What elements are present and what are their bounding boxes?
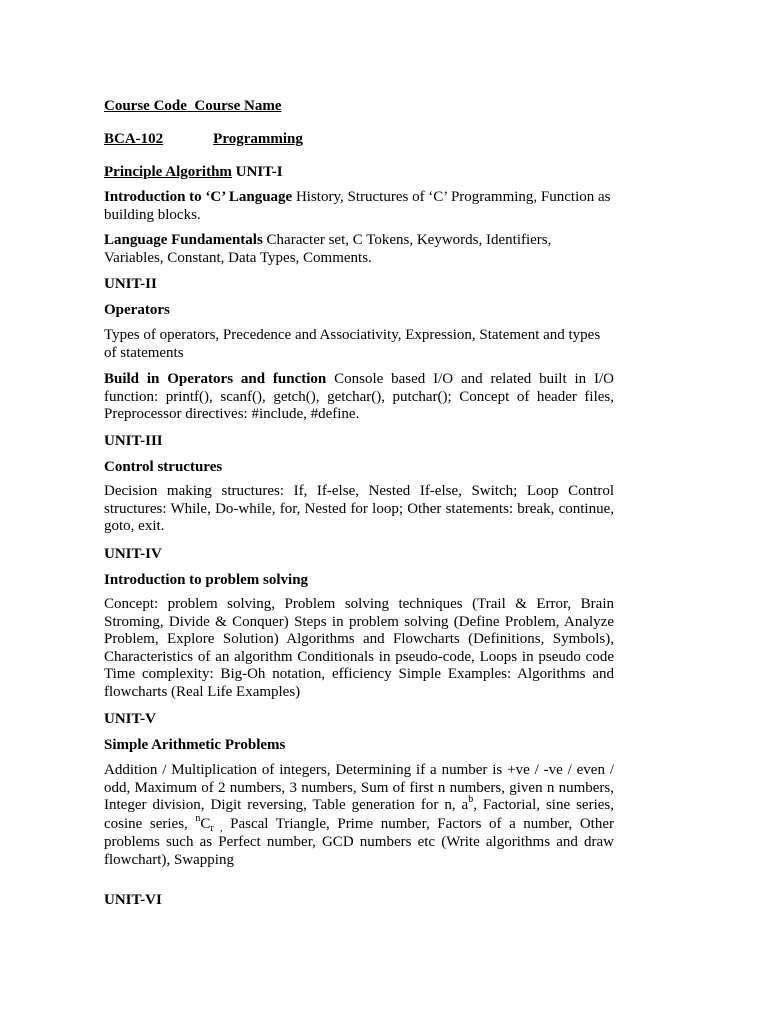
unit-5-text-part-3: Pascal Triangle, Prime number, Factors of a number, Other problems such as Perfect number, GCD numbers etc (Write algorithms and draw flowchart), Swapping [104, 815, 614, 868]
course-name-heading: Course Name [194, 98, 282, 114]
builtin-text: Console based I/O and related built in I/O function: printf(), scanf(), getch(), getchar(), putchar(); Concept of header files, Preprocessor directives: #include, #define. [104, 371, 614, 423]
principle-algorithm-label: Principle Algorithm [104, 164, 232, 180]
unit-4-title: UNIT-IV [104, 546, 162, 562]
unit-1-heading [104, 163, 283, 181]
ncr-superscript-n: n [195, 812, 201, 824]
intro-c-heading: Introduction to ‘C’ Language [104, 189, 293, 205]
unit-4-paragraph: Concept: problem solving, Problem solving techniques (Trail & Error, Brain Stroming, Divide & Conquer) Steps in problem solving (Define Problem, Analyze Problem, Explore Solution) Algorithms and Flowcharts (Definitions, Symbols), Characteristics of an algorithm Conditionals in pseudo-code, Loops in pseudo code Time complexity: Big-Oh notation, efficiency Simple Examples: Algorithms and flowcharts (Real Life Examples) [104, 596, 614, 700]
unit-1-fundamentals-paragraph [104, 232, 614, 267]
fundamentals-heading: Language Fundamentals [104, 232, 263, 248]
unit-3-paragraph: Decision making structures: If, If-else, Nested If-else, Switch; Loop Control structures: While, Do-while, for, Nested for loop; Other statements: break, continue, goto, exit. [104, 483, 614, 535]
unit-5-text-part-1: Addition / Multiplication of integers, Determining if a number is +ve / -ve / even / odd, Maximum of 2 numbers, 3 numbers, Sum of first n numbers, given n numbers, Integer division, Digit reversing, Table generation for n, a [104, 762, 614, 814]
intro-c-text: History, Structures of ‘C’ Programming, Function as building blocks. [104, 189, 611, 223]
unit-5-title: UNIT-V [104, 711, 156, 727]
fundamentals-text: Character set, C Tokens, Keywords, Identifiers, Variables, Constant, Data Types, Comments. [104, 232, 552, 266]
unit-1-title: UNIT-I [235, 164, 283, 180]
course-code: BCA-102 [104, 131, 164, 147]
ncr-subscript-r: r [210, 822, 214, 834]
ncr-c: C [200, 815, 211, 832]
course-name: Programming [213, 131, 303, 147]
unit-5-subtitle: Simple Arithmetic Problems [104, 737, 286, 753]
column-headings [104, 97, 282, 115]
unit-5-text-part-2: , Factorial, sine series, cosine series, [104, 797, 614, 832]
unit-6-title: UNIT-VI [104, 892, 162, 908]
unit-5-paragraph [104, 762, 614, 870]
unit-2-operators-paragraph: Types of operators, Precedence and Associativity, Expression, Statement and types of statements [104, 327, 601, 361]
course-row [104, 130, 307, 148]
unit-4-subtitle: Introduction to problem solving [104, 572, 309, 588]
builtin-heading: Build in Operators and function [104, 371, 327, 387]
unit-2-builtin-paragraph [104, 371, 614, 424]
unit-2-title: UNIT-II [104, 276, 157, 292]
unit-2-subtitle: Operators [104, 302, 170, 318]
ncr-comma: , [213, 822, 223, 834]
course-code-heading: Course Code [104, 98, 187, 114]
unit-3-subtitle: Control structures [104, 459, 223, 475]
superscript-b: b [468, 794, 474, 806]
unit-1-intro-paragraph [104, 189, 614, 224]
unit-3-title: UNIT-III [104, 433, 163, 449]
